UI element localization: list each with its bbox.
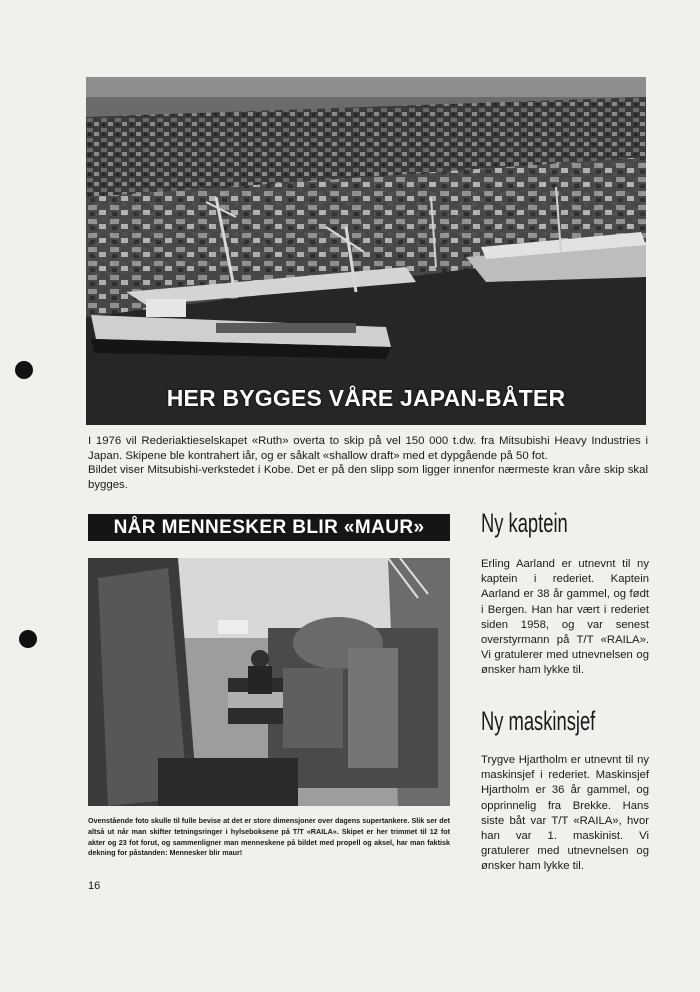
intro-caption	[88, 434, 648, 492]
page-number: 16	[88, 880, 101, 892]
kaptein-paragraph: Erling Aarland er utnevnt til ny kaptein i rederiet. Kaptein Aarland er 38 år gammel, og født i Bergen. Han har vært i rederiet siden 1958, og var senest overstyrmann på T/T «RAILA». Vi gratulerer med utnevnelsen og ønsker ham lykke til.	[481, 558, 649, 677]
hero-title: HER BYGGES VÅRE JAPAN-BÅTER	[166, 385, 566, 411]
punch-hole-bottom	[19, 630, 37, 648]
punch-hole-top	[15, 361, 33, 379]
heading-ny-maskinsjef: Ny maskinsjef	[481, 706, 596, 736]
maskinsjef-paragraph: Trygve Hjartholm er utnevnt til ny maskinsjef i rederiet. Maskinsjef Hjartholm er 36 år gammel, og opprinnelig fra Brekke. Hans siste båt var T/T «RAILA», hvor han var 1. maskinist. Vi gratulerer med utnevnelsen og ønsker ham lykke til.	[481, 754, 649, 873]
photo-caption	[88, 816, 450, 859]
intro-paragraph-1: I 1976 vil Rederiaktieselskapet «Ruth» overta to skip på vel 150 000 t.dw. fra Mitsubishi Heavy Industries i Japan. Skipene ble kontrahert iår, og er såkalt «shallow draft» med et dypgående på 50 fot.	[88, 435, 648, 462]
shipyard-photo	[86, 77, 646, 425]
propeller-shaft-illustration	[88, 558, 450, 806]
maur-banner: NÅR MENNESKER BLIR «MAUR»	[88, 514, 450, 541]
heading-ny-kaptein: Ny kaptein	[481, 508, 568, 538]
photo-caption-text: Ovenstående foto skulle til fulle bevise at det er store dimensjoner over dagens supertankere. Slik ser det altså ut når man skifter tetningsringer i hylseboksene på T/T «RAILA». Skipet er her trimmet til 12 fot akter og 23 fot forut, og sammenligner man menneskene på bildet med propell og aksel, har man faktisk dekning for påstanden: Mennesker blir maur!	[88, 816, 450, 858]
text-ny-kaptein	[481, 557, 649, 679]
propeller-shaft-photo	[88, 558, 450, 806]
text-ny-maskinsjef	[481, 753, 649, 875]
shipyard-illustration	[86, 77, 646, 425]
intro-paragraph-2: Bildet viser Mitsubishi-verkstedet i Kobe. Det er på den slipp som ligger innenfor nærmeste kran våre skip skal bygges.	[88, 464, 648, 491]
